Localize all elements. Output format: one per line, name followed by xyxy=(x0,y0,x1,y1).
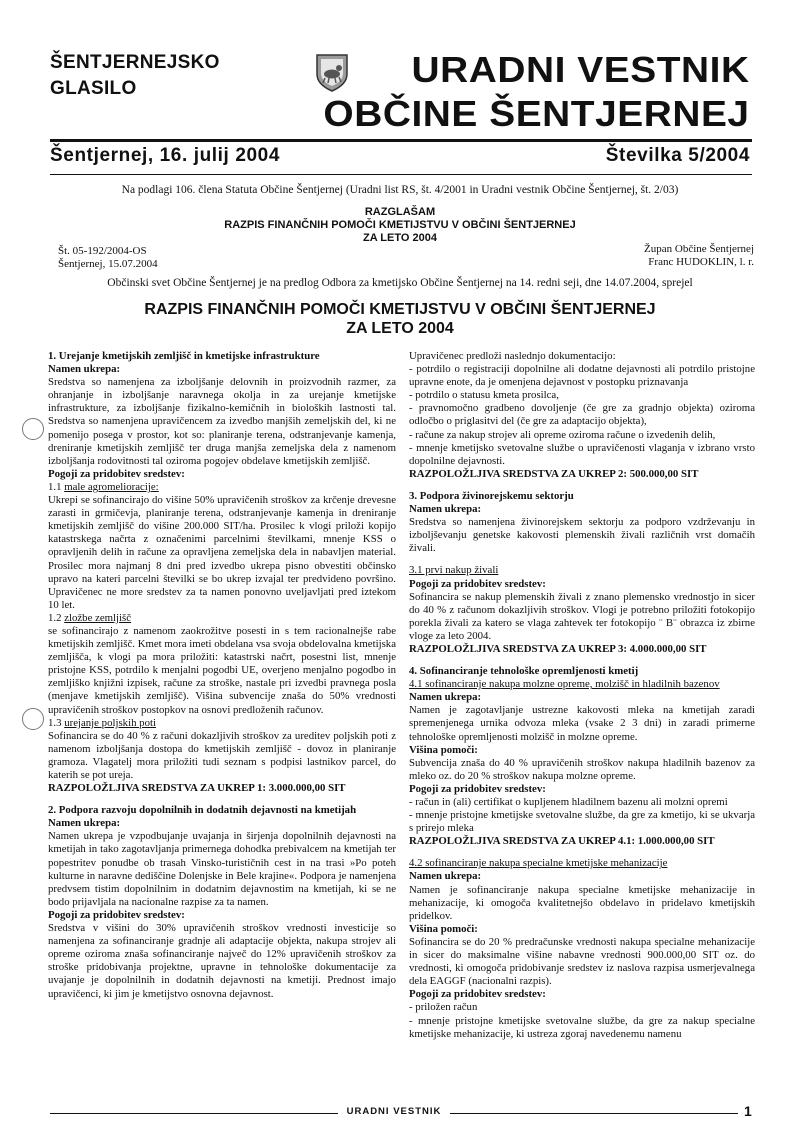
footer-rule-left xyxy=(50,1113,338,1114)
proclamation xyxy=(50,206,750,245)
section-1-purpose-label: Namen ukrepa: xyxy=(48,363,121,376)
documents-item: - mnenje kmetijsko svetovalne službe o upravičenosti vlaganja v izbrano vrsto dopolnilne dejavnosti. xyxy=(409,441,755,467)
section-4-1-amount-label: Višina pomoči: xyxy=(409,743,478,756)
left-column xyxy=(48,350,396,1001)
section-1-total: RAZPOLOŽLJIVA SREDSTVA ZA UKREP 1: 3.000.000,00 SIT xyxy=(48,782,346,795)
section-3-1-text: Sofinancira se nakup plemenskih živali z znano plemensko vrednostjo in sicer do 40 % z računom dokazljivih stroškov. Vlogi je potrebno priložiti fotokopijo porekla živali za katero se vlaga zahtevek ter fotokopijo ¨ B¨ obrazca iz zbirne vloge za leto 2004. xyxy=(409,590,755,642)
section-3-1-label: 3.1 prvi nakup živali xyxy=(409,564,499,577)
section-4-2-condition: - mnenje pristojne kmetijske svetovalne službe, da gre za nakup specialne kmetijske mehanizacije, ki ustreza zgoraj navedenemu namenu xyxy=(409,1014,755,1040)
section-4-2-amount-text: Sofinancira se do 20 % predračunske vrednosti nakupa specialne mehanizacije in sicer do maksimalne višine nabavne vrednosti 900.000,00 SIT oz. do vrednosti, ki omogoča pridobivanje sredstev iz naslova razpisa usmerjevalnega dela EAGGF (nacionalni razpis). xyxy=(409,935,755,988)
masthead-left-line1: ŠENTJERNEJSKO xyxy=(50,52,220,73)
punch-hole xyxy=(22,418,44,440)
section-1-1-number: 1.1 xyxy=(48,480,65,493)
section-2-purpose-label: Namen ukrepa: xyxy=(48,817,121,830)
section-1-2-label: zložbe zemljišč xyxy=(64,611,132,624)
section-2-conditions-label: Pogoji za pridobitev sredstev: xyxy=(48,908,185,921)
masthead-right xyxy=(324,48,750,136)
page-number: 1 xyxy=(744,1103,752,1119)
document-title xyxy=(50,300,750,338)
section-1-3-text: Sofinancira se do 40 % z računi dokazljivih stroškov za ureditev poljskih poti z namenom izboljšanja dostopa do kmetijskih zemljišč - dovoz in planiranje gramoza. Vlagatelj mora priložiti tudi seznam s podpisi lastnikov parcel, do katerih se pot ureja. xyxy=(48,729,396,781)
section-4-1-purpose-label: Namen ukrepa: xyxy=(409,691,482,704)
footer-label: URADNI VESTNIK xyxy=(346,1106,442,1117)
section-2-purpose-text: Namen ukrepa je vzpodbujanje uvajanja in širjenja dopolnilnih dejavnosti na kmetijah in tako zagotavljanja primernega dohodka prebivalcem na kmetijah ter popestritev ponudbe ob trasah Vinsko-turističnih cest in na trasi »Po poteh kulturne in naravne dediščine Dolenjske in Bele krajine«. Podpora je namenjena predvsem tistim dopolnilnim in dodatnim dejavnostim na kmetijah, ki se ne bodo prijavljala na nacionalne razpise za ta namen. xyxy=(48,830,396,908)
proclamation-line1: RAZGLAŠAM xyxy=(364,206,436,218)
section-3-purpose-text: Sredstva so namenjena živinorejskem sektorju za podporo vzdrževanju in izboljševanju genetske kakovosti plemenskih živali različnih vrst domačih živali. xyxy=(409,516,755,555)
section-4-2-conditions-label: Pogoji za pridobitev sredstev: xyxy=(409,988,546,1001)
section-1-1-text: Ukrepi se sofinancirajo do višine 50% upravičenih stroškov za krčenje drevesne zarasti in grmičevja, planiranje terena, odstranjevanje kamenja in dreniranje kmetijskih zemljišč do višine 200.000 SIT/ha. Prosilec k vlogi priloži kopijo katastrskega načrta z označenimi parcelnimi številkami, mnenje KSS o opravljenih delih in račune za opravljena zemeljska dela in nabavljen material. Prosilec mora najmanj 8 dni pred izvedbo ukrepa pisno obvestiti občinsko upravo na kateri parcelni številki se bo ukrep izvajal ter predvideno površino. Upravičenec ne more sredstev za ta namen ponovno uveljavljati pred iztekom 10 let. xyxy=(48,494,396,611)
punch-hole xyxy=(22,708,44,730)
right-column xyxy=(409,350,755,1041)
documents-item: - potrdilo o registraciji dopolnilne ali dodatne dejavnosti ali potrdilo pristojne upravne enote, da je omenjena dejavnost v postopku priznavanja xyxy=(409,363,755,389)
mayor-signature xyxy=(644,243,754,269)
section-1-2-number: 1.2 xyxy=(48,611,65,624)
section-1-2-text: se sofinancirajo z namenom zaokrožitve posesti in s tem racionalnejše rabe kmetijskih zemljišč. Kmet mora imeti obdelana vsa svoja obdelovalna kmetijska zemljišča, k vlogi pa mora priložiti: katastrski načrt, posestni list, mnenje pristojne KSS, potrdilo k menjalni pogodbi UE, overjeno menjalno pogodbo in zemljiško knjižni izpisek, račune za stroške, nastale pri izvedbi pravnega posla (menjave kmetijskih zemljišč). Višina subvencije znaša do 50% vrednosti upravičenih stroškov postopkov na osnovi predloženih računov. xyxy=(48,624,396,716)
documents-item: - pravnomočno gradbeno dovoljenje (če gre za gradnjo objekta) oziroma odločbo o priglasitvi del (če gre za adaptacijo objekta), xyxy=(409,402,755,428)
reference xyxy=(58,245,158,271)
proclamation-line2: RAZPIS FINANČNIH POMOČI KMETIJSTVU V OBČINI ŠENTJERNEJ xyxy=(224,219,576,231)
footer-rule-right xyxy=(450,1113,738,1114)
mayor-name: Franc HUDOKLIN, l. r. xyxy=(648,256,754,268)
section-4-2-purpose-text: Namen je sofinanciranje nakupa specialne kmetijske mehanizacije in mehanizacije, ki omogoča kvalitetnejšo obdelavo in pridelavo kmetijskih pridelkov. xyxy=(409,883,755,922)
section-1-3-number: 1.3 xyxy=(48,716,65,729)
section-1-3-label: urejanje poljskih poti xyxy=(64,716,156,729)
masthead-left xyxy=(50,50,220,102)
proclamation-line3: ZA LETO 2004 xyxy=(363,232,437,244)
documents-intro: Upravičenec predloži naslednjo dokumentacijo: xyxy=(409,350,616,362)
section-4-1-label: 4.1 sofinanciranje nakupa molzne opreme, molzišč in hladilnih bazenov xyxy=(409,678,720,691)
section-3-purpose-label: Namen ukrepa: xyxy=(409,503,482,516)
section-4-1-purpose-text: Namen je zagotavljanje ustrezne kakovosti mleka na kmetijah zaradi spremenjenega urnika odvoza mleka (vsake 2 3 dni) in zaradi primerne tehnološke opremljenosti molzišč in molzne opreme. xyxy=(409,704,755,743)
document-title-line2: ZA LETO 2004 xyxy=(346,320,454,337)
section-1-purpose-text: Sredstva so namenjena za izboljšanje delovnih in proizvodnih razmer, za ohranjanje in izboljšanje naravnega okolja in za urejanje kmetijske infrastrukture, za izboljšanje fizikalno-kemičnih in bioloških lastnosti tal. Sredstva so namenjena upravičencem za izvedbo manjših zemeljskih del, ki ne pomenijo posega v prostor, kot so: planiranje terena, odstranjevanje kamenja, dreniranje kmetijskih zemljišč ter druga manjša zemeljska dela z namenom izboljšanja rodovitnosti tal oziroma pogojev obdelave kmetijskih zemljišč. xyxy=(48,376,396,467)
reference-date: Šentjernej, 15.07.2004 xyxy=(58,258,158,270)
section-4-heading: 4. Sofinanciranje tehnološke opremljenosti kmetij xyxy=(409,665,639,678)
section-4-1-total: RAZPOLOŽLJIVA SREDSTVA ZA UKREP 4.1: 1.000.000,00 SIT xyxy=(409,835,715,848)
mayor-title: Župan Občine Šentjernej xyxy=(644,243,754,255)
section-1-conditions-label: Pogoji za pridobitev sredstev: xyxy=(48,467,185,480)
section-4-2-amount-label: Višina pomoči: xyxy=(409,922,478,935)
issue-number: Številka 5/2004 xyxy=(605,145,750,166)
dateline xyxy=(50,145,750,167)
dateline-rule xyxy=(50,174,752,175)
section-3-total: RAZPOLOŽLJIVA SREDSTVA ZA UKREP 3: 4.000.000,00 SIT xyxy=(409,642,707,655)
section-4-1-condition: - mnenje pristojne kmetijske svetovalne službe, da gre za kmetijo, ki se ukvarja s prirejo mleka xyxy=(409,809,755,835)
section-4-2-label: 4.2 sofinanciranje nakupa specialne kmetijske mehanizacije xyxy=(409,857,668,870)
section-2-heading: 2. Podpora razvoju dopolnilnih in dodatnih dejavnosti na kmetijah xyxy=(48,804,357,817)
masthead-left-line2: GLASILO xyxy=(50,78,137,99)
section-4-2-condition: - priložen račun xyxy=(409,1001,478,1014)
section-3-heading: 3. Podpora živinorejskemu sektorju xyxy=(409,489,574,502)
document-title-line1: RAZPIS FINANČNIH POMOČI KMETIJSTVU V OBČINI ŠENTJERNEJ xyxy=(144,301,656,318)
section-1-heading: 1. Urejanje kmetijskih zemljišč in kmetijske infrastrukture xyxy=(48,350,320,362)
section-4-1-conditions-label: Pogoji za pridobitev sredstev: xyxy=(409,782,546,795)
masthead-rule xyxy=(50,139,752,142)
section-4-2-purpose-label: Namen ukrepa: xyxy=(409,870,482,883)
section-3-1-conditions-label: Pogoji za pridobitev sredstev: xyxy=(409,577,546,590)
masthead-right-line2: OBČINE ŠENTJERNEJ xyxy=(323,93,750,134)
reference-number: Št. 05-192/2004-OS xyxy=(58,245,147,257)
council-declaration: Občinski svet Občine Šentjernej je na predlog Odbora za kmetijsko Občine Šentjernej na 14. redni seji, dne 14.07.2004, sprejel xyxy=(107,277,693,289)
masthead-right-line1: URADNI VESTNIK xyxy=(411,49,750,90)
section-2-total: RAZPOLOŽLJIVA SREDSTVA ZA UKREP 2: 500.000,00 SIT xyxy=(409,467,699,480)
issue-date: Šentjernej, 16. julij 2004 xyxy=(50,145,280,166)
documents-item: - potrdilo o statusu kmeta prosilca, xyxy=(409,389,559,402)
section-2-conditions-text: Sredstva v višini do 30% upravičenih stroškov vrednosti investicije so namenjena za sofinanciranje gradnje ali adaptacije objekta, nakupa strojev ali opreme oziroma znaša sofinanciranje največ do 12% upravičenih stroškov za stroške pridobivanja projektne, upravne in tehnološke dokumentacije za uvajanje je dopolnilnih in dodatnih dejavnosti na kmetiji. Prednost imajo upravičenci, ki jim je kmetijstvo osnovna dejavnost. xyxy=(48,922,396,1000)
section-4-1-condition: - račun in (ali) certifikat o kupljenem hladilnem bazenu ali molzni opremi xyxy=(409,796,728,808)
section-1-1-label: male agromelioracije: xyxy=(64,480,159,493)
section-4-1-amount-text: Subvencija znaša do 40 % upravičenih stroškov nakupa hladilnih bazenov za mleko oz. do 20 % stroškov nakupa molzne opreme. xyxy=(409,756,755,782)
documents-item: - račune za nakup strojev ali opreme oziroma račune o izvedenih delih, xyxy=(409,428,716,441)
legal-basis: Na podlagi 106. člena Statuta Občine Šentjernej (Uradni list RS, št. 4/2001 in Uradni vestnik Občine Šentjernej, št. 2/03) xyxy=(121,184,679,196)
